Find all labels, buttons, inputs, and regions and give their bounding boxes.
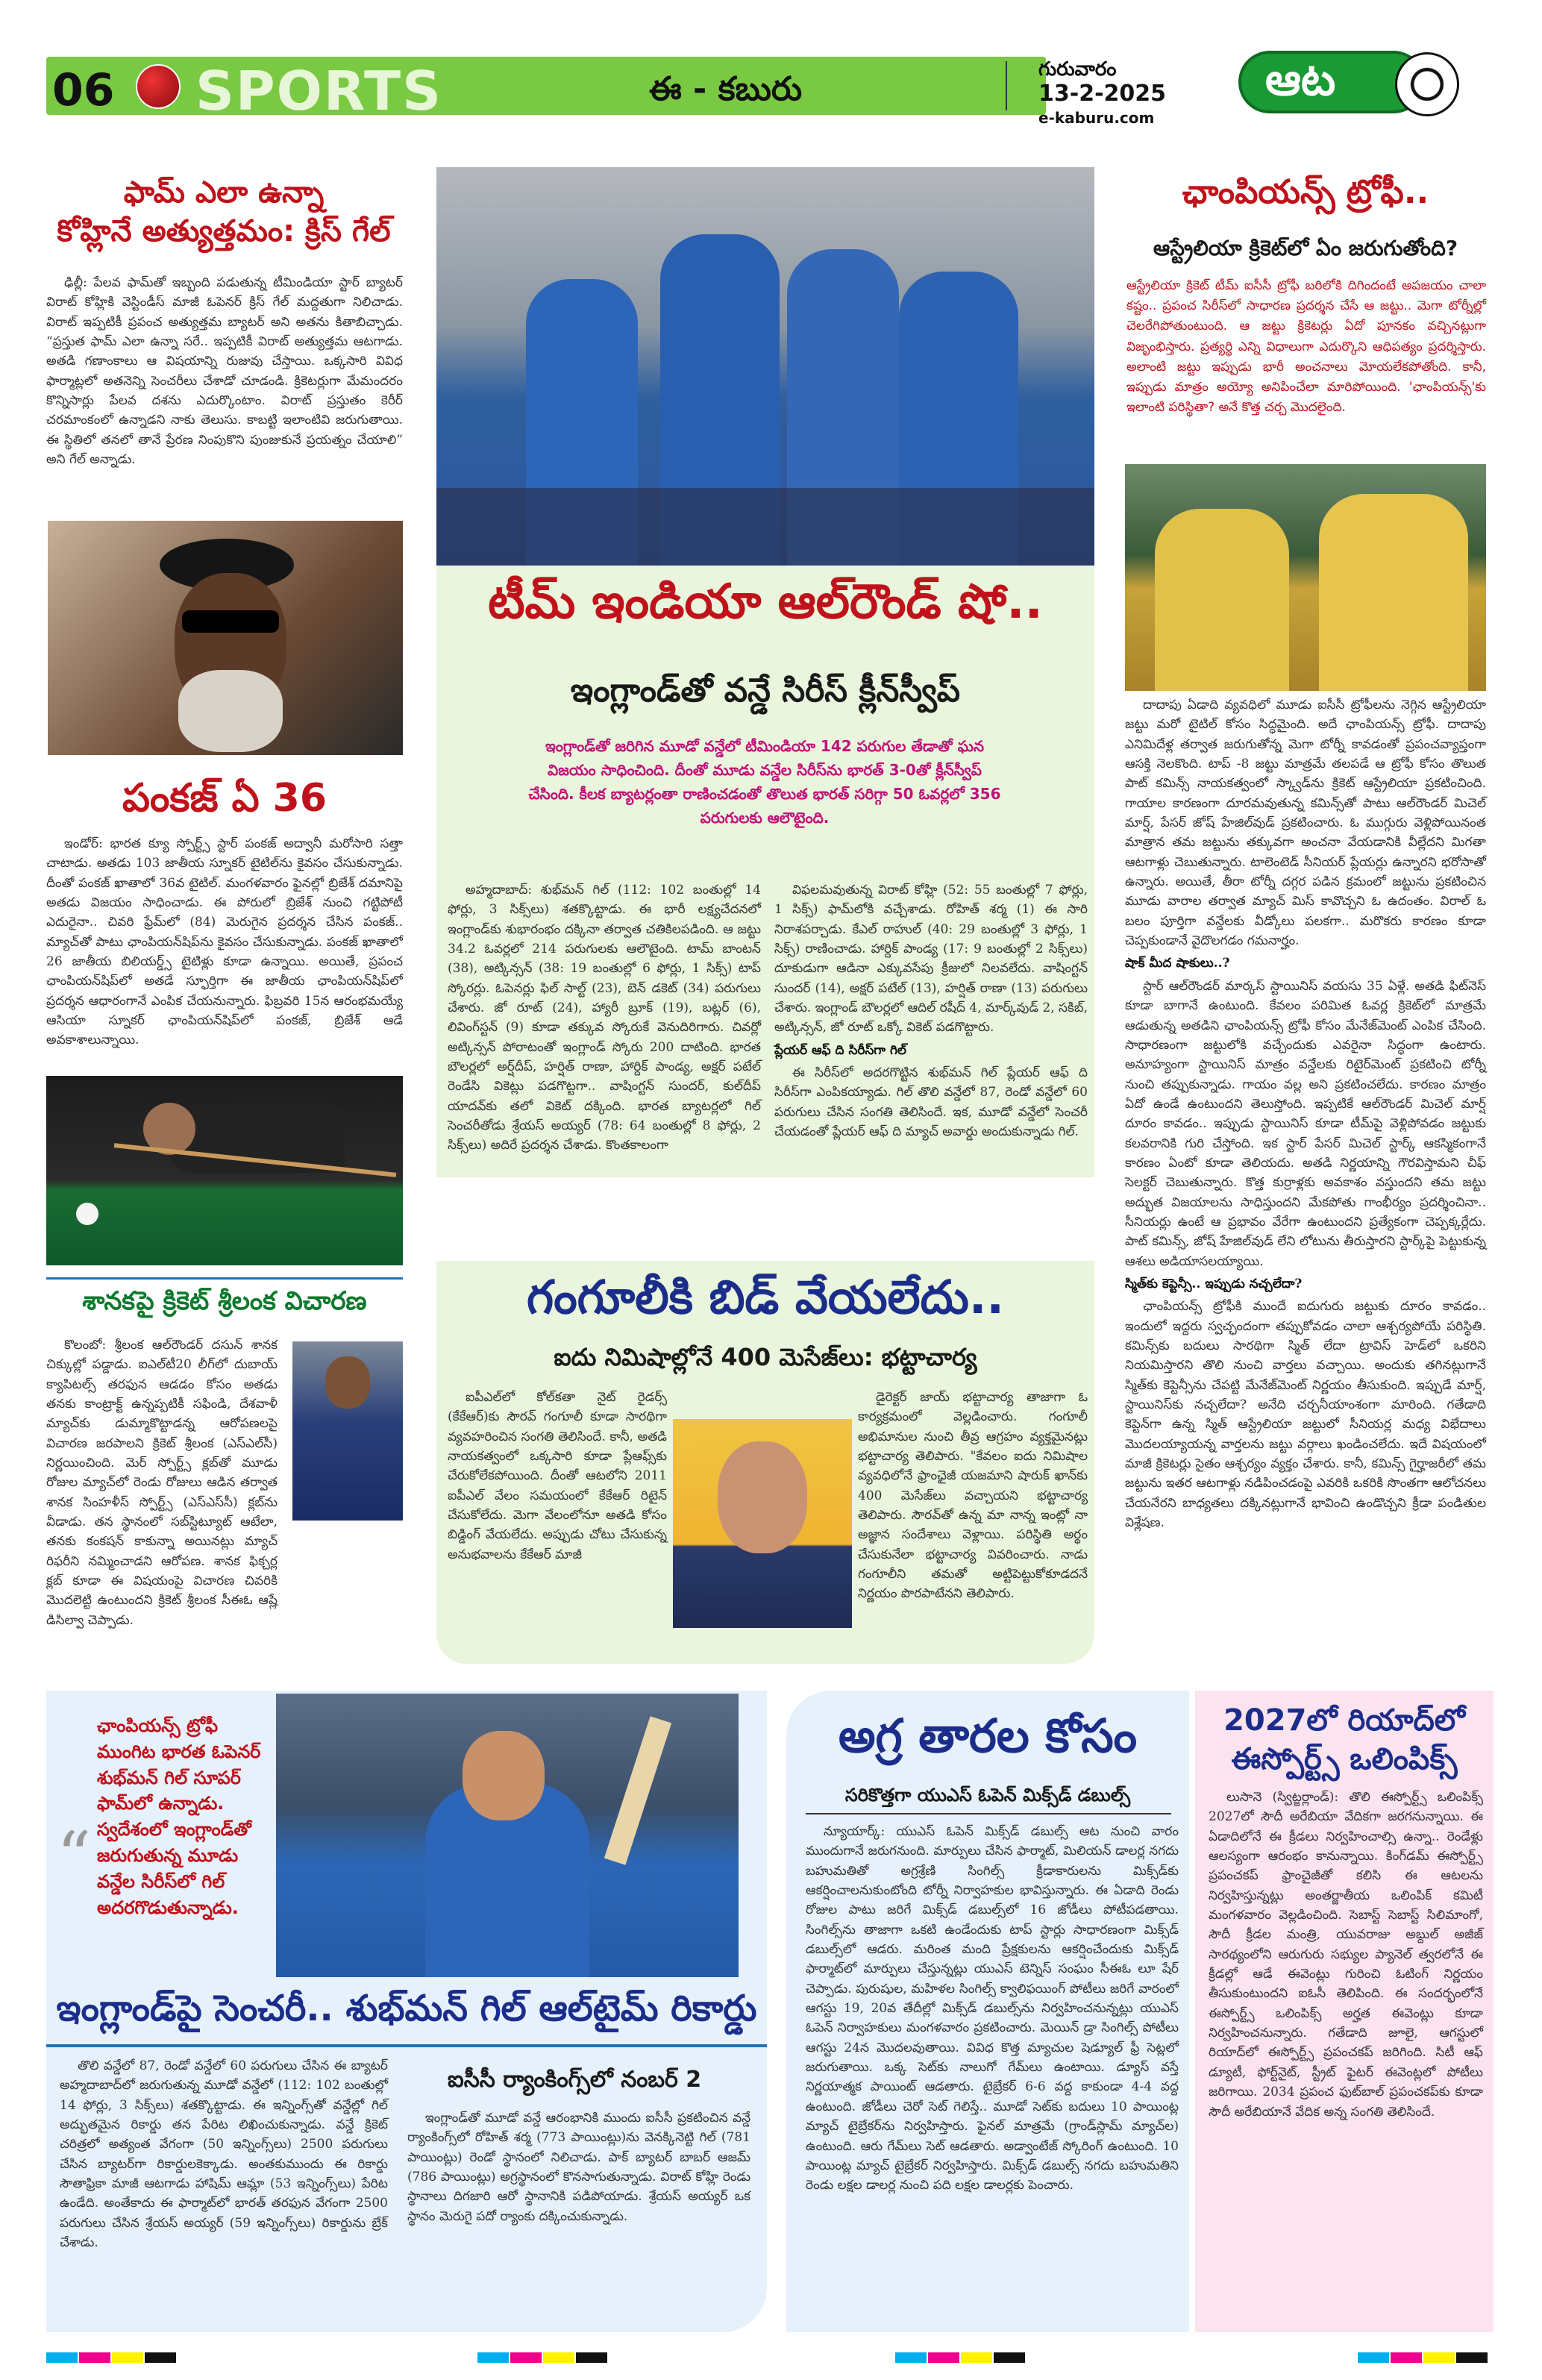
gill-body-text: తొలి వన్డేలో 87, రెండో వన్డేలో 60 పరుగులు చేసిన ఈ బ్యాటర్ అహ్మదాబాద్‌లో జరుగుతున్న మూడో వన్డేలో (112: 102 బంతుల్లో 14 ఫోర్లు, 3 సిక్స్‌లు) శతక్కొట్టాడు. ఈ ఇన్నింగ్స్‌తో వన్డేల్లో గిల్ అద్భుతమైన రికార్డు తన పేరిట లిఖించుకున్నాడు. వన్డే క్రికెట్ చరిత్రలో అత్యంత వేగంగా (50 ఇన్నింగ్స్‌లు) 2500 పరుగులు చేసిన బ్యాటర్‌గా రికార్డులకెక్కాడు. అంతకుముందు ఈ రికార్డు సౌతాఫ్రికా మాజీ ఆటగాడు హాషిమ్ ఆమ్లా (53 ఇన్నింగ్స్‌లు) పేరిట ఉండేది. అంతేకాదు ఈ ఫార్మాట్‌లో భారత్ తరఫున వేగంగా 2500 పరుగులు చేసిన శ్రేయస్ అయ్యర్ (59 ఇన్నింగ్స్‌లు) రికార్డును బ్రేక్ చేశాడు. [60, 2058, 388, 2251]
mark-black [145, 2352, 176, 2363]
team-india-col2b-text: ఈ సిరీస్‌లో అదరగొట్టిన శుభ్‌మన్ గిల్ ప్లేయర్ ఆఫ్ ది సిరీస్‌గా ఎంపికయ్యాడు. గిల్ తొలి వన్డేలో 87, రెండో వన్డేలో 60 పరుగులు చేసిన సంగతి తెలిసిందే. ఇక, మూడో వన్డేలో సెంచరీ చేయడంతో ప్లేయర్ ఆఫ్ ది మ్యాచ్ అవార్డు అందుకున్నాడు గిల్. [774, 1065, 1088, 1140]
esports-headline-1: 2027లో రియాద్‌లో [1223, 1703, 1465, 1738]
australia-photo [1125, 464, 1486, 691]
ganguly-subhead: ఐదు నిమిషాల్లోనే 400 మెసేజ్‌లు: భట్టాచార్య [554, 1343, 977, 1371]
shanaka-rule [46, 1277, 403, 1280]
masthead-site: e-kaburu.com [1038, 109, 1155, 127]
champions-body [1125, 695, 1486, 1665]
pankaj-body [46, 834, 403, 1059]
mark-magenta [1391, 2352, 1422, 2363]
football-icon [1395, 52, 1459, 116]
shanaka-headline: శానకపై క్రికెట్ శ్రీలంక విచారణ [82, 1286, 367, 1316]
pankaj-headline: పంకజ్ ఏ 36 [122, 776, 327, 821]
champions-sub1: షాక్ మీద షాకులు..? [1125, 956, 1230, 971]
team-india-col1-text: అహ్మదాబాద్: శుభ్‌మన్ గిల్ (112: 102 బంతుల్లో 14 ఫోర్లు, 3 సిక్స్‌లు) శతక్కొట్టాడు. ఈ భారీ లక్ష్యచేదనలో ఇంగ్లాండ్‌కు శుభారంభం దక్కినా తర్వాత చతికిలపడింది. ఆ జట్టు 34.2 ఓవర్లలో 214 పరుగులకు ఆలౌటైంది. టామ్ బాంటన్ (38), అట్కిన్సన్ (38: 19 బంతుల్లో 6 ఫోర్లు, 1 సిక్స్) టాప్ స్కోరర్లు. ఓపెనర్లు ఫిల్ సాల్ట్ (23), బెన్ డకెట్ (34) పరుగులు చేశారు. జో రూట్ (24), హ్యారీ బ్రూక్ (19), బట్లర్ (6), లివింగ్‌స్టన్ (9) కూడా తక్కువ స్కోరుకే వెనుదిరిగారు. చివర్లో అట్కిన్సన్ పోరాటంతో ఇంగ్లాండ్ స్కోరు 200 దాటింది. భారత బౌలర్లలో అర్ష్‌దీప్, హర్షిత్ రాణా, హార్దిక్ పాండ్య, అక్షర్ పటేల్ రెండేసి వికెట్లు పడగొట్టగా.. వాషింగ్టన్ సుందర్, కుల్‌దీప్ యాదవ్‌కు తలో వికెట్ దక్కింది. భారత బ్యాటర్లలో గిల్ సెంచరీతోడు శ్రేయస్ అయ్యర్ (78: 64 బంతుల్లో 8 ఫోర్లు, 2 సిక్స్‌లు) అదిరే ప్రదర్శన చేశాడు. కొంతకాలంగా [448, 883, 761, 1153]
mark-yellow [112, 2352, 143, 2363]
champions-body2: స్టార్ ఆల్‌రౌండర్ మార్కస్ స్టాయినిస్ వయసు 35 ఏళ్లే. అతడి ఫిట్‌నెస్ కూడా బాగానే ఉంటుంది. కేవలం పరిమిత ఓవర్ల క్రికెట్‌లో మాత్రమే ఆడుతున్న అతడిని ఛాంపియన్స్ ట్రోఫీ కోసం మేనేజ్‌మెంట్ ఎంపిక చేసింది. సాధారణంగా జట్టులోకి వచ్చేందుకు ఎవరైనా సిద్ధంగా ఉంటారు. అనూహ్యంగా స్టాయినిస్ మాత్రం వన్డేలకు రిటైర్‌మెంట్ ప్రకటించి టోర్నీ నుంచి తప్పుకున్నాడు. గాయం వల్ల అని ప్రకటించలేదు. కారణం మాత్రం ఏదో ఉండే ఉంటుందని తెలుస్తోంది. ఇప్పటికే ఆల్‌రౌండర్ మిచెల్ మార్ష్ దూరం కావడం.. ఇప్పుడు స్టాయినిస్ కూడా టీమ్‌పై వెళ్లిపోవడం జట్టుకు కలవరానికి గురి చేస్తోంది. ఇక స్టార్ పేసర్ మిచెల్ స్టార్క్ ఆకస్మికంగానే కారణం ఏంటో కూడా తెలియదు. అతడి నిర్ణయాన్ని గౌరవిస్తామని చీఫ్ సెలక్టర్ చెబుతున్నారు. కొత్త కుర్రాళ్లకు అవకాశం వస్తుందని తమ జట్టు అద్భుత విజయాలను సాధిస్తుందని మేకపోతు గాంభీర్యం ప్రదర్శించినా.. సీనియర్లు ఉంటే ఆ ప్రభావం వేరేగా ఉంటుందని ప్రత్యేకంగా చెప్పక్కర్లేదు. పాట్ కమిన్స్, జోష్ హేజిల్‌వుడ్ లేని లోటును తీరుస్తారని స్టార్క్‌పై పెట్టుకున్న ఆశలు అడియాసలయ్యాయి. [1125, 978, 1486, 1269]
mark-yellow [1423, 2352, 1455, 2363]
esports-headline-2: ఈస్పోర్ట్స్ ఒలింపిక్స్ [1231, 1742, 1458, 1776]
mark-black [1456, 2352, 1488, 2363]
gill-head [463, 1731, 545, 1820]
mark-yellow [543, 2352, 574, 2363]
gill-subhead: ఐసీసీ ర్యాంకింగ్స్‌లో నంబర్ 2 [447, 2067, 702, 2093]
tennis-subhead: సరికొత్తగా యుఎస్ ఓపెన్ మిక్స్‌డ్ డబుల్స్ [844, 1785, 1131, 1806]
tennis-headline: అగ్ర తారల కోసం [838, 1709, 1138, 1763]
logo-text: ఆట [1265, 54, 1336, 106]
shanaka-head [325, 1356, 370, 1409]
registration-marks-right [1358, 2352, 1489, 2366]
registration-marks-mid [895, 2352, 1027, 2366]
gill-body2-text: ఇంగ్లాండ్‌తో మూడో వన్డే ఆరంభానికి ముందు ఐసీసీ ప్రకటించిన వన్డే ర్యాంకింగ్స్‌లో రోహిత్ శర్మ (773 పాయింట్లు)ను వెనక్కినెట్టి గిల్ (781 పాయింట్లు) రెండో స్థానంలో నిలిచాడు. పాక్ బ్యాటర్ బాబర్ ఆజమ్ (786 పాయింట్లు) అగ్రస్థానంలో కొనసాగుతున్నాడు. విరాట్ కోహ్లి రెండు స్థానాలు దిగజారి ఆరో స్థానానికి పడిపోయాడు. శ్రేయస్ అయ్యర్ ఒక స్థానం మెరుగై పదో ర్యాంకు దక్కించుకున్నాడు. [407, 2111, 750, 2224]
gayle-headline-1: ఫామ్ ఎలా ఉన్నా [123, 175, 325, 210]
sunglasses [182, 610, 279, 633]
ganguly-col1-text: ఐపీఎల్‌లో కోల్‌కతా నైట్ రైడర్స్ (కేకేఆర్)కు సౌరవ్ గంగూలీ కూడా సారథిగా వ్యవహరించిన సంగతి తెలిసిందే. కానీ, అతడి నాయకత్వంలో ఒక్కసారి కూడా ప్లేఆఫ్స్‌కు చేరుకోలేకపోయింది. దీంతో ఆటలోని 2011 ఐపీఎల్ వేలం సమయంలో కేకేఆర్ రిటైన్ చేసుకోలేదు. మెగా వేలంలోనూ అతడి కోసం బిడ్డింగ్ వేయలేదు. అప్పుడు చోటు చేసుకున్న అనుభవాలను కేకేఆర్ మాజీ [448, 1390, 667, 1562]
esports-body [1209, 1788, 1483, 2322]
shanaka-paragraph: కొలంబో: శ్రీలంక ఆల్‌రౌండర్ దసున్ శానక చిక్కుల్లో పడ్డాడు. ఐఎల్‌టీ20 లీగ్‌లో దుబాయ్ క్యాపిటల్స్ తరఫున ఆడడం కోసం అతడు తనకు కాంట్రాక్ట్ ఉన్నప్పటికీ సఫిండి, దేశవాళీ మ్యాచ్‌కు డుమ్మాకొట్టాడన్న ఆరోపణలపై విచారణ జరపాలని క్రికెట్ శ్రీలంక (ఎస్ఎల్‌సీ) నిర్ణయించింది. మెర్ స్పోర్ట్స్ క్లబ్‌తో మూడు రోజుల మ్యాచ్‌లో రెండు రోజులు ఆడిన తర్వాత శానక సింహళీస్ స్పోర్ట్స్ (ఎస్ఎస్‌సీ) క్లబ్‌ను వీడాడు. తన స్థానంలో సబ్‌స్టిట్యూట్ ఆటేలా, తనకు కంకషన్ కాకున్నా అయినట్లు మ్యాచ్ రిఫరీని నమ్మించాడని ఆరోపణ. శానక ఫిక్చర్ల క్లబ్ కూడా ఈ విషయంపై విచారణ చివరికి మొదలెట్టి ఉంటుందని క్రికెట్ శ్రీలంక సీఈఓ ఆష్లే డిసిల్వా చెప్పాడు. [46, 1338, 278, 1628]
gill-quote [57, 1713, 261, 1920]
shanaka-body-b [46, 1531, 403, 1643]
shanaka-photo [292, 1341, 403, 1521]
masthead-day: గురువారం [1038, 58, 1117, 81]
gill-body2 [407, 2108, 750, 2317]
team-india-col2 [774, 880, 1088, 1171]
mark-magenta [928, 2352, 959, 2363]
tennis-body [806, 1822, 1179, 2322]
team-india-col2-text: విఫలమవుతున్న విరాట్ కోహ్లి (52: 55 బంతుల్లో 7 ఫోర్లు, 1 సిక్స్) ఫామ్‌లోకి వచ్చేశాడు. రోహిత్ శర్మ (1) ఈ సారి నిరాశపర్చాడు. కేఎల్ రాహుల్ (40: 29 బంతుల్లో 3 ఫోర్లు, 1 సిక్స్) రాణించాడు. హార్దిక్ పాండ్య (17: 9 బంతుల్లో 2 సిక్స్‌లు) దూకుడుగా ఆడినా ఎక్కువసేపు క్రీజులో నిలవలేదు. వాషింగ్టన్ సుందర్ (14), అక్షర్ పటేల్ (13), హర్షిత్ రాణా (13) పరుగులు చేశారు. ఇంగ్లాండ్ బౌలర్లలో ఆదిల్ రషీద్ 4, మార్క్‌వుడ్ 2, సకిబ్, అట్కిన్సన్, జో రూట్ ఒక్కో వికెట్ పడగొట్టారు. [774, 883, 1088, 1036]
mark-cyan [46, 2352, 78, 2363]
mark-magenta [510, 2352, 542, 2363]
ganguly-headline: గంగూలీకి బిడ్ వేయలేదు.. [527, 1270, 1004, 1324]
champions-subhead: ఆస్ట్రేలియా క్రికెట్‌లో ఏం జరుగుతోంది? [1153, 236, 1458, 260]
mark-magenta [79, 2352, 110, 2363]
gill-photo [276, 1694, 739, 1977]
team-india-col1 [448, 880, 761, 1171]
registration-marks-left [46, 2352, 178, 2366]
team-india-intro: ఇంగ్లాండ్‌తో జరిగిన మూడో వన్డేలో టీమిండియా 142 పరుగుల తేడాతో ఘన విజయం సాధించింది. దీంతో మూడు వన్డేల సిరీస్‌ను భారత్ 3-0తో క్లీన్‌స్వీప్ చేసింది. కీలక బ్యాటర్లంతా రాణించడంతో తొలుత భారత్ సరిగ్గా 50 ఓవర్లలో 356 పరుగులకు ఆలౌటైంది. [528, 737, 1001, 827]
aus-player-2 [1319, 494, 1468, 691]
gayle-paragraph: ఢిల్లీ: పేలవ ఫామ్‌తో ఇబ్బంది పడుతున్న టీమిండియా స్టార్ బ్యాటర్ విరాట్ కోహ్లికి వెస్టిండీస్ మాజీ ఓపెనర్ క్రిస్ గేల్ మద్దతుగా నిలిచాడు. విరాట్ ఇప్పటికీ ప్రపంచ అత్యుత్తమ బ్యాటర్ అని అతను కితాబిచ్చాడు. “ప్రస్తుత ఫామ్ ఎలా ఉన్నా సరే.. ఇప్పటికీ విరాట్ అత్యుత్తమ ఆటగాడు. అతడి గణాంకాలు ఆ విషయాన్ని రుజువు చేస్తాయి. ఒక్కసారి వివిధ ఫార్మాట్లలో అతనెన్ని సెంచరీలు చేశాడో చూడండి. క్రికెటర్లుగా మేమందరం కొన్నిసార్లు పేలవ దశను ఎదుర్కొంటాం. విరాట్ ప్రస్తుతం కెరీర్ చరమాంకంలో ఉన్నాడని నాకు తెలుసు. కాబట్టి ఇలాంటివి జరుగుతాయి. ఈ స్థితిలో తనలో తానే ప్రేరణ నింపుకొని పుంజుకునే ప్రయత్నం చేయాలి” అని గేల్ అన్నాడు. [46, 275, 403, 468]
gayle-photo [48, 521, 403, 755]
mark-black [576, 2352, 607, 2363]
shanaka-body-a [46, 1335, 278, 1628]
pankaj-photo [46, 1076, 403, 1265]
gayle-headline [45, 173, 403, 251]
aata-logo [1238, 45, 1462, 119]
tennis-rule [806, 1813, 1171, 1814]
tennis-body-text: న్యూయార్క్: యుఎస్ ఓపెన్ మిక్స్‌డ్ డబుల్స్ ఆట నుంచి వారం ముందుగానే జరుగనుంది. మార్పులు చేసిన ఫార్మాట్, మిలియన్ డాలర్ల నగదు బహుమతితో అగ్రశ్రేణి సింగిల్స్ క్రీడాకారులను మిక్స్‌డ్‌కు ఆకర్షించాలనుకుంటోంది టోర్నీ నిర్వాహకుల భావిస్తున్నారు. ఈ ఏడాది రెండు రోజుల పాటు జరిగే మిక్స్‌డ్ డబుల్స్‌లో 16 జోడీలు పోటీపడతాయి. సింగిల్స్‌ను తాజాగా ఒకటి ఉండేందుకు టాప్ స్టార్లు సాధారణంగా మిక్స్‌డ్ డబుల్స్‌లో ఆడరు. మరింత మంది ప్రేక్షకులను ఆకర్షించేందుకు మిక్స్‌డ్ ఫార్మాట్‌లో మార్పులు చేస్తున్నట్లు యుఎస్ టెన్నిస్ సంఘం సీఈఓ లూ షేర్ చెప్పాడు. పురుషుల, మహిళల సింగిల్స్ క్వాలిఫయింగ్ పోటీలు జరిగే వారంలో ఆగస్టు 19, 20వ తేదీల్లో మిక్స్‌డ్ డబుల్స్‌ను నిర్వహించనున్నట్లు యుఎస్ ఓపెన్ నిర్వాహకులు మంగళవారం ప్రకటించారు. మెయిన్ డ్రా సింగిల్స్ పోటీలు ఆగస్టు 24న మొదలవుతాయి. వివిధ కొత్త మ్యాచుల షెడ్యూల్ ఫ్రీ సెట్లలో జరుగుతాయి. ఒక్క సెట్‌కు నాలుగో గేమ్‌లు ఉంటాయి. డ్యూస్ వస్తే నిర్ణయాత్మక పాయింట్ ఆడతారు. టైబ్రేకర్ 6-6 వద్ద కాకుండా 4-4 వద్ద ఉంటుంది. జోడీలు చెరో సెట్ గెలిస్తే.. మూడో సెట్‌కు బదులు 10 పాయింట్ల మ్యాచ్ టైబ్రేకర్‌ను నిర్వహిస్తారు. ఫైనల్ మాత్రమే (గ్రాండ్‌స్లామ్ మ్యాచ్‌ల) ఉంటుంది. ఆరు గేమ్‌లు సెట్ ఆడతారు. అడ్వాంటేజ్ స్కోరింగ్ ఉంటుంది. 10 పాయింట్ల మ్యాచ్ టైబ్రేకర్ నిర్వహిస్తారు. మిక్స్‌డ్ డబుల్స్ నగదు బహుమతిని రెండు లక్షల డాలర్ల నుంచి పది లక్షల డాలర్లకు పెంచారు. [806, 1824, 1179, 2193]
gill-bat [604, 1716, 671, 1864]
cue-ball [76, 1203, 98, 1225]
esports-headline [1195, 1701, 1494, 1779]
ganguly-head [718, 1441, 807, 1553]
aus-player-1 [1155, 509, 1289, 691]
cricket-ball-icon [136, 64, 181, 109]
champions-body3: ఛాంపియన్స్ ట్రోఫీకి ముందే ఐదుగురు జట్టుకు దూరం కావడం.. ఇందులో ఇద్దరు స్వచ్ఛందంగా తప్పుకోవడం చాలా ఆశ్చర్యపోయే పరిస్థితి. కమిన్స్‌కు బదులు సారథిగా స్మిత్ లేదా ట్రావిస్ హెడ్‌లో ఒకరిని నియమిస్తారని తొలి నుంచి వార్తలు వచ్చాయి. అందుకు తగినట్లుగానే స్మిత్‌కు కెప్టెన్సీను చేపట్టి మేనేజ్‌మెంట్ నిర్ణయం తీసుకుంది. ఇప్పుడే మార్ష్, స్టాయినిస్‌కు నచ్చలేదా? అనేది చర్చనీయాంశంగా మారింది. గతేడాది కెప్టెన్‌గా ఉన్న స్మిత్ ఆస్ట్రేలియా జట్టులో సీనియర్ల మధ్య విభేదాలు మొదలయ్యాయన్న వార్తలను జట్టు వర్గాలు ఖండించలేదు. ఇదే విషయంలో మాజీ క్రికెటర్లు సైతం ఆశ్చర్యం వ్యక్తం చేశారు. కానీ, కమిన్స్ గైర్హాజరీలో తమ జట్టును ఇతర ఆటగాళ్లు నడిపించడంపై ఎవరికి ఒకరికి సొంతగా ఆలోచనలు చేయనేరని బాధ్యతలు దక్కినట్లుగానే భావించి ఉండొచ్చని క్రీడా పండితుల విశ్లేషణ. [1125, 1299, 1486, 1531]
mark-yellow [961, 2352, 992, 2363]
pankaj-paragraph: ఇండోర్: భారత క్యూ స్పోర్ట్స్ స్టార్ పంకజ్ అద్వానీ మరోసారి సత్తా చాటాడు. అతడు 103 జాతీయ స్నూకర్ టైటిల్‌ను కైవసం చేసుకున్నాడు. దీంతో పంకజ్ ఖాతాలో 36వ టైటిల్. మంగళవారం ఫైనల్లో బ్రిజేశ్ దమానిపై అతడు విజయం సాధించాడు. ఈ పోరులో బ్రిజేశ్ నుంచి గట్టిపోటీ ఎదురైనా.. చివరి ఫ్రేమ్‌లో (84) మెరుగైన ప్రదర్శన చేసిన పంకజ్.. మ్యాచ్‌తో పాటు ఛాంపియన్‌షిప్‌ను కైవసం చేసుకున్నాడు. పంకజ్ ఖాతాలో 26 జాతీయ బిలియర్డ్స్ టైటిళ్లు కూడా ఉన్నాయి. అయితే, ప్రపంచ ఛాంపియన్‌షిప్‌లో అతడే స్ఫూర్తిగా ఈ జాతీయ ఛాంపియన్‌షిప్‌లో ప్రదర్శన ఆధారంగానే ఎంపిక చేయనున్నారు. ఫిబ్రవరి 15న ఆరంభమయ్యే ఆసియా స్నూకర్ ఛాంపియన్‌షిప్‌లో పంకజ్, బ్రిజేశ్ ఆడే అవకాశాలున్నాయి. [46, 836, 403, 1048]
champions-sub2: స్మిత్‌కు కెప్టెన్సీ.. ఇప్పుడు నచ్చలేదా? [1125, 1276, 1303, 1291]
paper-name: ఈ - కబురు [649, 70, 803, 108]
gill-body [60, 2056, 388, 2325]
champions-intro: ఆస్ట్రేలియా క్రికెట్ టీమ్ ఐసీసీ ట్రోఫీ బరిలోకి దిగిందంటే అపజయం చాలా కష్టం.. ప్రపంచ సిరీస్‌లో సాధారణ ప్రదర్శన చేసే ఆ జట్టు.. మెగా టోర్నీల్లో చెలరేగిపోతుంటుంది. ఆ జట్టు క్రికెటర్లు ఏదో పూనకం వచ్చినట్లుగా విజృంభిస్తారు. ప్రత్యర్థి ఎన్ని విధాలుగా ఎదుర్కొని ఆధిపత్యం ప్రదర్శిస్తారు. అలాంటి జట్టు ఇప్పుడు భారీ అంచనాలు మోయలేకపోతోంది. కానీ, ఇప్పుడు మాత్రం అయ్యో అనిపించేలా మారిపోయింది. 'ఛాంపియన్స్'కు ఇలాంటి పరిస్థితా? అనే కొత్త చర్చ మొదలైంది. [1126, 278, 1486, 416]
quote-icon: “ [57, 1817, 92, 1896]
section-title: SPORTS [195, 60, 443, 122]
beard [178, 670, 283, 752]
ganguly-col2 [858, 1388, 1088, 1656]
team-india-subhead: ఇంగ్లాండ్‌తో వన్డే సిరీస్ క్లీన్‌స్వీప్ [570, 671, 961, 710]
gill-rule [46, 2044, 767, 2047]
ganguly-col2-text: డైరెక్టర్ జాయ్ భట్టాచార్య తాజాగా ఓ కార్యక్రమంలో వెల్లడించారు. గంగూలీ అభిమానుల నుంచి తీవ్ర ఆగ్రహం వ్యక్తమైనట్లు భట్టాచార్య తెలిపారు. "కేవలం ఐదు నిమిషాల వ్యవధిలోనే ఫ్రాంఛైజీ యజమాని షారుక్ ఖాన్‌కు 400 మెసేజ్‌లు వచ్చాయని భట్టాచార్య తెలిపారు. సౌరవ్‌తో ఉన్న మా నాన్న ఇంట్లో నా అజ్ఞాన సందేశాలు వెళ్లాయి. పరిస్థితి అర్థం చేసుకునేలా భట్టాచార్య వివరించారు. నాడు గంగూలీని తమతో అట్టిపెట్టుకోకూడదనే నిర్ణయం పొరపాటేనని తెలిపారు. [858, 1390, 1088, 1602]
ganguly-photo [673, 1419, 852, 1628]
mark-black [994, 2352, 1025, 2363]
gill-quote-text: ఛాంపియన్స్ ట్రోఫీ ముంగిట భారత ఓపెనర్ శుభ్‌మన్ గిల్ సూపర్ ఫామ్‌లో ఉన్నాడు. స్వదేశంలో ఇంగ్లాండ్‌తో జరుగుతున్న మూడు వన్డేల సిరీస్‌లో గిల్ అదరగొడుతున్నాడు. [97, 1715, 261, 1918]
masthead-date: 13-2-2025 [1038, 81, 1167, 107]
mark-cyan [1358, 2352, 1389, 2363]
pos-subhead: ప్లేయర్ ఆఫ్ ది సిరీస్‌గా గిల్ [774, 1042, 906, 1058]
masthead-divider [1006, 61, 1007, 110]
mark-cyan [477, 2352, 509, 2363]
gill-headline: ఇంగ్లాండ్‌పై సెంచరీ.. శుభ్‌మన్ గిల్ ఆల్‌టైమ్ రికార్డు [56, 1988, 757, 2029]
registration-marks-center [477, 2352, 609, 2366]
champions-body1: దాదాపు ఏడాది వ్యవధిలో మూడు ఐసీసీ ట్రోఫీలను నెగ్గిన ఆస్ట్రేలియా జట్టు మరో టైటిల్ కోసం సిద్ధమైంది. అదే ఛాంపియన్స్ ట్రోఫీ. దాదాపు ఎనిమిదేళ్ల తర్వాత జరుగుతోన్న మెగా టోర్నీ కావడంతో ప్రపంచవ్యాప్తంగా ఆసక్తి నెలకొంది. టాప్ -8 జట్టు మాత్రమే తలపడే ఆ ట్రోఫీ కోసం తొలుత పాట్ కమిన్స్ నాయకత్వంలో స్క్వాడ్‌ను క్రికెట్ ఆస్ట్రేలియా ప్రకటించింది. గాయాల కారణంగా దూరమవుతున్న కమిన్స్‌తో పాటు ఆల్‌రౌండర్ మిచెల్ మార్ష్, పేసర్ జోష్ హేజిల్‌వుడ్ ప్రకటించారు. ఓ ముగ్గురు వెళ్లిపోయినంత మాత్రాన తమ జట్టును తక్కువగా అంచనా వేయడానికి వీల్లేదని మిగతా ఆటగాళ్లు చెబుతున్నారు. టాలెంటెడ్ సీనియర్ ప్లేయర్లు ఉన్నారని భరోసాతో ఉన్నారు. అయితే, తీరా టోర్నీ దగ్గర పడిన క్రమంలో జట్టును ప్రకటించిన మూడు వారాల తర్వాత మ్యాచ్ మిస్ కావొచ్చని ఓ ఉదంతం. విరాల్ ఓ బలం పూర్తిగా వన్డేలకు వీడ్కోలు పలకగా.. మరొకరు కారణం కూడా చెప్పకుండానే వైదొలగడం గమనార్హం. [1125, 698, 1486, 949]
page-number: 06 [52, 64, 115, 116]
mark-cyan [895, 2352, 927, 2363]
gayle-headline-2: కోహ్లినే అత్యుత్తమం: క్రిస్ గేల్ [57, 214, 391, 248]
ad-board [436, 488, 1094, 566]
team-india-headline: టీమ్ ఇండియా ఆల్‌రౌండ్ షో.. [488, 574, 1043, 630]
champions-headline: ఛాంపియన్స్ ట్రోఫీ.. [1182, 173, 1429, 211]
esports-body-text: లుసానె (స్విట్జర్లాండ్): తొలి ఈస్పోర్ట్స్ ఒలింపిక్స్ 2027లో సౌదీ అరేబియా వేదికగా జరగనున్నాయి. ఈ ఏడాదిలోనే ఈ క్రీడలు నిర్వహించాల్సి ఉన్నా.. రెండేళ్లు ఆలస్యంగా ఆరంభం కానున్నాయి. కింగ్‌డమ్ ఈస్పోర్ట్స్ ప్రపంచకప్ ఫ్రాంచైజీతో కలిసి ఈ ఆటలను నిర్వహిస్తున్నట్లు అంతర్జాతీయ ఒలింపిక్ కమిటీ మంగళవారం వెల్లడించింది. సెబాస్ట్ సెబాస్ట్ సిలిమాంగో, సౌదీ క్రీడల మంత్రి, యువరాజు అబ్దుల్ అజీజ్ సారథ్యంలోని ఆరుగురు సభ్యుల ప్యానెల్ త్వరలోనే ఈ క్రీడల్లో ఆడే ఈవెంట్లు గురించి ఓటింగ్ నిర్ణయం తీసుకుంటుందని ఐఓసీ తెలిపింది. ఈ సందర్భంలోనే ఈస్పోర్ట్స్ ఒలింపిక్స్ అర్హత ఈవెంట్లు కూడా నిర్వహించనున్నారు. గతేడాది జూలై, ఆగస్టులో రియాద్‌లో ఈస్పోర్ట్స్ ప్రపంచకప్ జరిగింది. సిటీ ఆఫ్ డ్యూటీ, ఫోర్ట్‌నైట్, స్ట్రీట్ ఫైటర్ ఈవెంట్లలో పోటీలు జరిగాయి. 2034 ప్రపంచ ఫుట్‌బాల్ ప్రపంచకప్‌కు కూడా సౌదీ అరేబియానే వేదిక అన్న సంగతి తెలిసిందే. [1209, 1790, 1483, 2120]
gayle-body [46, 273, 403, 509]
ganguly-col1 [448, 1388, 667, 1656]
team-india-photo [436, 167, 1094, 566]
